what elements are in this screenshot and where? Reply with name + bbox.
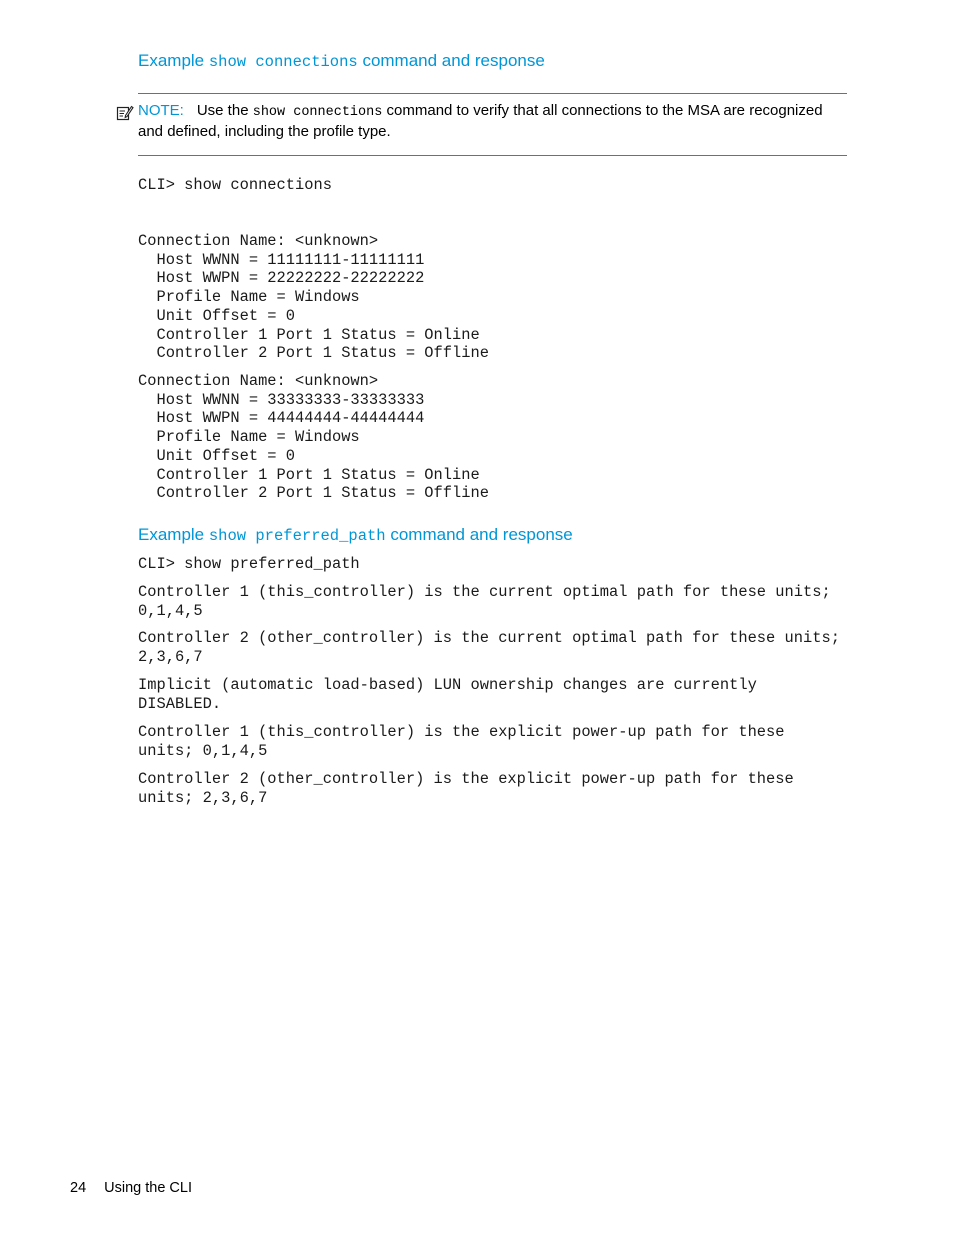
code-line: Host WWNN = 33333333-33333333 (138, 390, 425, 409)
note-top-rule (138, 93, 847, 94)
code-line: 0,1,4,5 (138, 601, 203, 620)
code-line: Host WWNN = 11111111-11111111 (138, 250, 425, 269)
code-line: Controller 2 Port 1 Status = Offline (138, 484, 489, 503)
cli-prompt-show-preferred-path: CLI> show preferred_path (138, 555, 360, 573)
code-line: Profile Name = Windows (138, 428, 360, 447)
code-line: Host WWPN = 44444444-44444444 (138, 409, 425, 428)
code-line: Host WWPN = 22222222-22222222 (138, 269, 425, 288)
code-line: Controller 2 (other_controller) is the current optimal path for these units; (138, 629, 840, 647)
page-footer (70, 1180, 192, 1196)
section-heading-show-preferred-path: Example show preferred_path command and response (138, 525, 573, 545)
code-line: Controller 1 Port 1 Status = Online (138, 325, 480, 344)
code-line: Controller 1 (this_controller) is the explicit power-up path for these (138, 723, 785, 741)
note-command: show connections (252, 105, 383, 120)
note-paragraph: NOTE: Use the show connections command to verify that all connections to the MSA are recognized and defined, including the profile type. (138, 102, 823, 140)
connection-block-1 (138, 232, 489, 363)
cli-prompt-show-connections: CLI> show connections (138, 176, 332, 194)
connection-block-2 (138, 372, 489, 503)
preferred-path-block-2 (138, 629, 840, 666)
code-line: Implicit (automatic load-based) LUN ownership changes are currently (138, 676, 757, 694)
heading-command: show connections (208, 53, 358, 71)
section-heading-show-connections: Example show connections command and response (138, 51, 545, 71)
code-line: Controller 2 (other_controller) is the explicit power-up path for these (138, 770, 794, 788)
footer-section-title: Using the CLI (104, 1180, 192, 1196)
preferred-path-block-5 (138, 770, 794, 807)
code-line: Connection Name: <unknown> (138, 232, 379, 250)
preferred-path-block-1 (138, 583, 831, 620)
code-line: 2,3,6,7 (138, 647, 203, 666)
preferred-path-block-4 (138, 723, 785, 760)
code-line: Controller 2 Port 1 Status = Offline (138, 344, 489, 363)
code-line: Connection Name: <unknown> (138, 372, 379, 390)
preferred-path-block-3 (138, 676, 757, 713)
code-line: units; 0,1,4,5 (138, 741, 268, 760)
code-line: Controller 1 Port 1 Status = Online (138, 465, 480, 484)
code-line: Controller 1 (this_controller) is the current optimal path for these units; (138, 583, 831, 601)
code-line: units; 2,3,6,7 (138, 788, 268, 807)
code-line: Profile Name = Windows (138, 288, 360, 307)
note-pencil-icon (116, 104, 134, 122)
note-label: NOTE: (138, 102, 184, 119)
code-line: Unit Offset = 0 (138, 306, 296, 325)
note-bottom-rule (138, 155, 847, 156)
code-line: DISABLED. (138, 694, 222, 713)
heading-command: show preferred_path (208, 527, 386, 545)
page-number: 24 (70, 1180, 87, 1196)
code-line: Unit Offset = 0 (138, 446, 296, 465)
